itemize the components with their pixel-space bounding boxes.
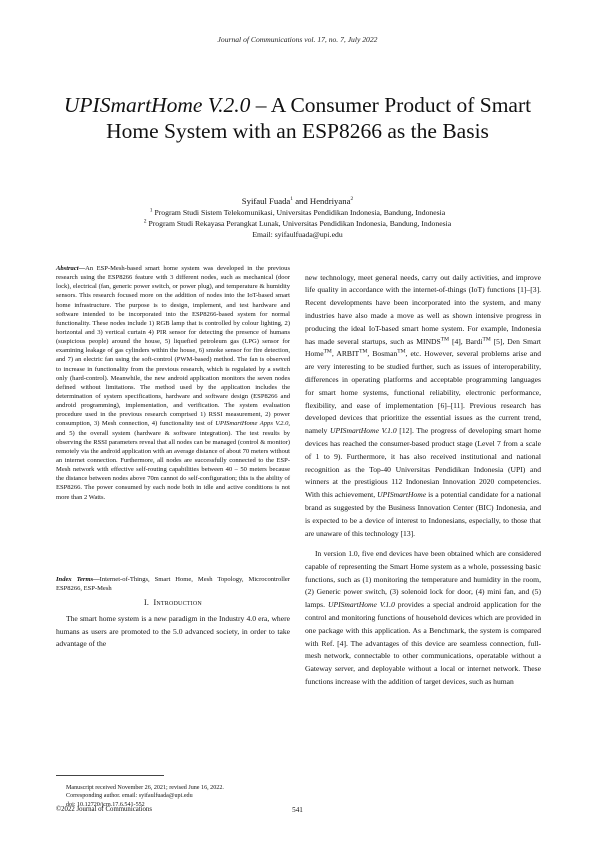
page-number: 541 (292, 806, 303, 814)
email: Email: syifaulfuada@upi.edu (252, 230, 343, 239)
p1-text-a: new technology, meet general needs, carry out daily activities, and improve life quality in accordance with the internet-of-things (IoT) functions [1]–[3]. Recent developments have been incorporated into the system, and many industries have also made a move as well as shown intensive progress in producing the ideal IoT-based smart home system. For example, Indonesia has made several startups, such as MINDS (305, 272, 541, 346)
tm-mark: TM (397, 348, 406, 355)
p1-text-e: , Bosman (367, 349, 398, 359)
tm-mark: TM (323, 348, 332, 355)
index-terms-label: Index Terms (56, 576, 94, 583)
right-paragraph-1 (305, 272, 541, 541)
abstract-dash: — (78, 265, 86, 272)
author-2-sup: 2 (350, 196, 354, 203)
section-number: I. (144, 598, 150, 607)
footnote-line-1: Manuscript received November 26, 2021; revised June 16, 2022. (66, 785, 224, 791)
tm-mark: TM (440, 336, 450, 343)
affiliation-2-text: Program Studi Rekayasa Perangkat Lunak, Universitas Pendidikan Indonesia, Bandung, Indonesia (146, 219, 452, 228)
footnote-line-3: doi: 10.12720/jcm.17.6.541-552 (66, 801, 145, 808)
tm-mark: TM (482, 336, 491, 343)
abstract-text-2: , and 5) the overall system (hardware & software integration). The test results by observing the RSSI parameters reveal that all nodes can be managed (control & monitor) remotely via the android application with an average distance of about 70 meters without an internet connection. Furthermore, all nodes are successfully connected to the ESP-Mesh network with effective self-routing capabilities between 40 – 50 meters because the distance between nodes above 70m cannot do self-configuration; this is the ability of ESP8266. The power consumed by each node both in idle and active conditions is not more than 2 Watts. (56, 420, 290, 501)
author-1-sup: 1 (290, 196, 294, 203)
p1-text-j: is a potential candidate for a national brand as suggested by the Business Innovation Center (BIC) Indonesia, and is expected to be a device of interest to Indonesians, especially, to those that are unaware of this technology [13]. (305, 490, 541, 538)
affiliation-1-text: Program Studi Sistem Telekomunikasi, Universitas Pendidikan Indonesia, Bandung, Indonesia (152, 208, 446, 217)
p2-text-a: In version 1.0, five end devices have been obtained which are considered capable of representing the Smart Home system as a whole, possessing basic functions, such as (1) monitoring the temperature and humidity in the room, (2) Generic power switch, (3) solenoid lock for door, (4) mini fan, and (5) lamps. (305, 548, 541, 610)
affiliation-1-sup: 1 (149, 207, 153, 214)
right-paragraph-2 (305, 548, 541, 689)
p2-text-c: provides a special android application for the control and monitoring functions of household devices which are provided in one package with this application. As a Benchmark, the system is compared with Ref. [4]. The advantages of this device are seamless connection, full-mesh network, connectable to other communications, operatable without a Gateway server, and deployable without a local or internet network. These functions increase with the addition of target devices, such as human (305, 600, 541, 686)
author-1: Syifaul Fuada (241, 196, 291, 206)
right-column (305, 264, 541, 696)
paper-title (40, 92, 555, 144)
p1-text-d: , ARBIT (331, 349, 360, 359)
abstract-label: Abstract (56, 265, 79, 272)
title-rest: – A Consumer Product of Smart Home System with an ESP8266 as the Basis (106, 93, 532, 143)
tm-mark: TM (359, 348, 368, 355)
intro-paragraph: The smart home system is a new paradigm in the Industry 4.0 era, where humans as users are promoted to the 5.0 advanced society, in order to take advantage of the (56, 614, 290, 648)
p1-text-c: [5], Den Smart Home (305, 336, 542, 359)
section-title: Introduction (153, 598, 202, 607)
section-heading (56, 598, 290, 607)
p1-italic-g: UPISmartHome V.1.0 (330, 426, 397, 436)
affiliation-2 (0, 219, 595, 228)
footnote-rule (56, 775, 164, 776)
journal-header: Journal of Communications vol. 17, no. 7, July 2022 (217, 35, 378, 44)
affiliation-2-sup: 2 (143, 218, 147, 225)
author-2: Hendriyana (309, 196, 351, 206)
abstract-text: An ESP-Mesh-based smart home system was developed in the previous research using the ESP8266 feature with 3 different nodes, such as mechanical (door lock), electrical (fan, generic power switch, or power plug), and temperature & humidity sensors. This research focused more on the addition of nodes into the IoT-based smart home infrastructure. The purpose is to design, implement, and test hardware and software intended to be incorporated into the ESP8266-based system for normal functionality. These nodes include 1) RGB lamp that is controlled by colour lighting, 2) horizontal and 3) vertical curtain 4) PIR sensor for detecting the presence of humans (suspicious people) around the house, 5) liquefied petroleum gas (LPG) sensor for examining leakage of gas cylinders within the house, 6) smoke sensor for fire detection, and 7) an electric fan using the soft-control (PWM-based) method. The fan is observed to increase in functionality from the previous research, which is regulated by a switch only (hard-control). Meanwhile, the new android application monitors the seven nodes defined without limitations. The method used by the application includes the determination of system specifications, hardware and software design (ESP8266 and android programming), implementation, and verification. The system evaluation procedure used in the previous research comprised 1) RSSI measurement, 2) power consumption, 3) Mesh connection, 4) functionality test of (56, 265, 290, 428)
footer-copyright: ©2022 Journal of Communications (56, 806, 152, 813)
index-terms-dash: — (93, 576, 100, 583)
p1-text-h: [12]. The progress of developing smart home devices has reached the consumer-based product stage (Level 7 from a scale of 1 to 9). Furthermore, it has also received institutional and national recognition as the Top-40 Universitas Pendidikan Indonesia (UPI) and winners at the prestigious 112 Indonesian Innovation 2020 competencies. With this achievement, (305, 426, 542, 500)
title-italic-part: UPISmartHome V.2.0 (63, 93, 251, 117)
p1-text-b: [4], Bardi (449, 336, 483, 346)
p1-text-f: , etc. However, several problems arise and are very interesting to be studied further, such as issues of interoperability, differences in operating platforms and acceptable programming languages for smart home systems, functional reliability, electronic performance, flexibility, and ease of implementation [6]–[11]. Previous research has developed devices that prioritize the essential issues as the current trend, namely (305, 349, 541, 436)
abstract-italic: UPISmartHome Apps V.2.0 (215, 420, 289, 428)
p1-italic-i: UPISmartHome (377, 490, 427, 500)
index-terms-text: Internet-of-Things, Smart Home, Mesh Topology, Microcontroller ESP8266, ESP-Mesh (56, 576, 290, 593)
authors (0, 196, 595, 206)
abstract (56, 264, 290, 502)
author-conj: and (293, 196, 310, 206)
affiliation-1 (0, 208, 595, 217)
footnote-line-2: Corresponding author. email: syifaulfuada@upi.edu (66, 793, 193, 800)
index-terms (56, 575, 290, 593)
p2-italic-b: UPISmartHome V.1.0 (327, 600, 395, 610)
